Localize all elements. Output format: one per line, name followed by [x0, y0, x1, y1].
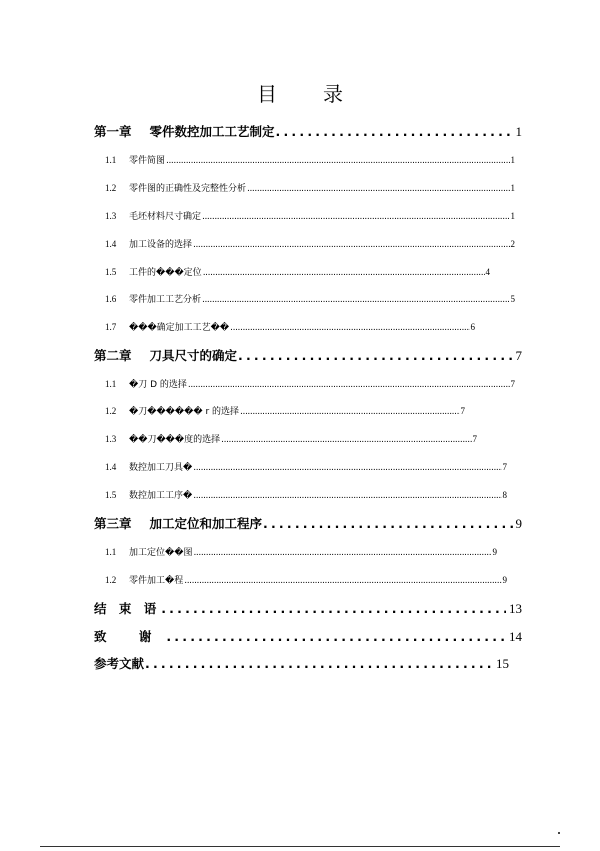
section-page: 5	[510, 294, 515, 304]
section-title: �刀������ r 的选择	[129, 407, 240, 417]
backmatter-title: 致 谢	[94, 629, 166, 644]
toc-entry[interactable]	[105, 404, 465, 417]
toc-chapter-3[interactable]	[94, 514, 522, 532]
section-title: ��刀���度的选择	[129, 435, 221, 445]
toc-entry[interactable]	[105, 292, 515, 305]
backmatter-title: 参考文献	[94, 656, 145, 671]
dot-leader	[184, 576, 501, 586]
section-number: 1.2	[105, 183, 117, 193]
dot-leader	[193, 491, 501, 501]
section-number: 1.4	[105, 462, 117, 472]
toc-references[interactable]	[94, 654, 509, 672]
toc-entry[interactable]	[105, 181, 515, 194]
dot-leader	[166, 156, 509, 166]
dot-leader	[221, 435, 471, 445]
section-number: 1.1	[105, 379, 117, 389]
dot-leader	[202, 212, 509, 222]
toc-entry[interactable]	[105, 545, 497, 558]
chapter-page: 7	[515, 348, 522, 363]
section-page: 1	[510, 211, 515, 221]
section-title: 零件加工工艺分析	[129, 295, 202, 305]
section-page: 6	[470, 322, 475, 332]
section-page: 7	[502, 462, 507, 472]
section-number: 1.2	[105, 575, 117, 585]
section-title: 零件加工�程	[129, 576, 184, 586]
dot-leader	[240, 407, 459, 417]
chapter-label: 第三章	[94, 516, 132, 531]
section-number: 1.4	[105, 239, 117, 249]
section-title: �刀 D 的选择	[129, 380, 187, 390]
backmatter-title: 结 束 语	[94, 601, 161, 616]
section-number: 1.5	[105, 490, 117, 500]
page-mark	[558, 832, 560, 834]
toc-entry[interactable]	[105, 460, 507, 473]
section-title: 加工定位��图	[129, 548, 193, 558]
section-number: 1.6	[105, 294, 117, 304]
section-title: 加工设备的选择	[129, 240, 193, 250]
section-number: 1.3	[105, 434, 117, 444]
section-number: 1.7	[105, 322, 117, 332]
dot-leader	[193, 240, 509, 250]
dot-leader	[161, 601, 506, 616]
section-page: 9	[502, 575, 507, 585]
backmatter-page: 14	[509, 629, 522, 644]
toc-entry[interactable]	[105, 573, 507, 586]
dot-leader	[188, 380, 510, 390]
chapter-page: 1	[515, 124, 522, 139]
dot-leader	[263, 516, 512, 531]
toc-entry[interactable]	[105, 209, 515, 222]
toc-entry[interactable]	[105, 377, 515, 390]
dot-leader	[203, 268, 485, 278]
toc-chapter-2[interactable]	[94, 346, 522, 364]
section-number: 1.5	[105, 267, 117, 277]
chapter-label: 第二章	[94, 348, 132, 363]
section-title: 零件简图	[129, 156, 166, 166]
chapter-title: 零件数控加工工艺制定	[149, 124, 275, 139]
section-page: 7	[472, 434, 477, 444]
toc-entry[interactable]	[105, 488, 507, 501]
chapter-page: 9	[515, 516, 522, 531]
dot-leader	[193, 548, 491, 558]
toc-title: 目录	[257, 82, 389, 106]
backmatter-page: 13	[509, 601, 522, 616]
dot-leader	[247, 184, 509, 194]
section-page: 7	[460, 406, 465, 416]
section-title: 工件的���定位	[129, 268, 202, 278]
section-number: 1.2	[105, 406, 117, 416]
dot-leader	[193, 463, 501, 473]
chapter-label: 第一章	[94, 124, 132, 139]
dot-leader	[230, 323, 469, 333]
toc-chapter-1[interactable]	[94, 122, 522, 140]
toc-entry[interactable]	[105, 237, 515, 250]
section-page: 9	[492, 547, 497, 557]
toc-entry[interactable]	[105, 153, 515, 166]
dot-leader	[238, 348, 512, 363]
section-number: 1.3	[105, 211, 117, 221]
section-title: 毛坯材料尺寸确定	[129, 212, 202, 222]
section-title: ���确定加工工艺��	[129, 323, 230, 333]
chapter-title: 刀具尺寸的确定	[149, 348, 238, 363]
toc-acknowledgements[interactable]	[94, 627, 522, 645]
chapter-title: 加工定位和加工程序	[149, 516, 263, 531]
section-number: 1.1	[105, 547, 117, 557]
toc-conclusion[interactable]	[94, 599, 522, 617]
toc-entry[interactable]	[105, 432, 477, 445]
dot-leader	[145, 656, 493, 671]
backmatter-page: 15	[496, 656, 509, 671]
section-page: 2	[510, 239, 515, 249]
dot-leader	[276, 124, 513, 139]
footer-rule	[40, 846, 560, 847]
section-page: 1	[510, 155, 515, 165]
dot-leader	[202, 295, 509, 305]
section-number: 1.1	[105, 155, 117, 165]
dot-leader	[166, 629, 506, 644]
section-page: 7	[510, 379, 515, 389]
section-page: 8	[502, 490, 507, 500]
section-page: 4	[485, 267, 490, 277]
toc-entry[interactable]	[105, 265, 490, 278]
section-title: 数控加工刀具�	[129, 463, 193, 473]
toc-entry[interactable]	[105, 320, 475, 333]
section-title: 数控加工工序�	[129, 491, 193, 501]
section-title: 零件图的正确性及完整性分析	[129, 184, 247, 194]
section-page: 1	[510, 183, 515, 193]
